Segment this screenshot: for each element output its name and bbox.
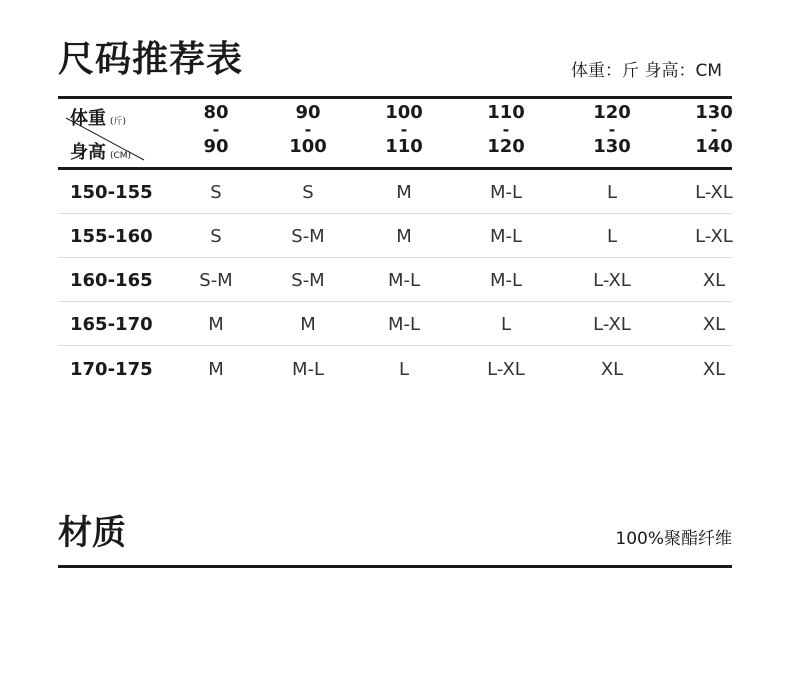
column-to: 120 <box>487 136 525 157</box>
size-cell: L-XL <box>695 226 733 247</box>
size-cell: M <box>208 359 224 380</box>
size-cell: L <box>606 226 618 247</box>
column-from: 120 <box>593 102 631 123</box>
header-bottom-rule <box>58 167 732 170</box>
material-rule <box>58 565 732 568</box>
column-from: 110 <box>487 102 525 123</box>
size-cell: S-M <box>291 226 325 247</box>
size-cell: XL <box>702 314 726 335</box>
size-cell: L-XL <box>487 359 525 380</box>
height-unit: (CM) <box>110 151 132 161</box>
row-divider <box>58 213 732 214</box>
table-top-rule <box>58 96 732 99</box>
material-title: 材质 <box>58 513 126 553</box>
weight-column-header <box>176 103 256 157</box>
column-to: 130 <box>593 136 631 157</box>
size-cell: S-M <box>199 270 233 291</box>
size-cell: XL <box>702 359 726 380</box>
row-divider <box>58 345 732 346</box>
size-cell: L-XL <box>695 182 733 203</box>
size-cell: M-L <box>489 270 523 291</box>
column-to: 140 <box>695 136 733 157</box>
size-cell: M <box>208 314 224 335</box>
size-cell: M-L <box>489 182 523 203</box>
weight-column-header <box>268 103 348 157</box>
height-label: 身高 <box>70 142 106 163</box>
size-cell: M <box>396 182 412 203</box>
column-to: 100 <box>289 136 327 157</box>
size-cell: M <box>396 226 412 247</box>
size-cell: M-L <box>387 314 421 335</box>
column-sep: - <box>400 120 408 139</box>
size-cell: XL <box>600 359 624 380</box>
column-from: 100 <box>385 102 423 123</box>
row-height-label: 155-160 <box>70 226 153 247</box>
column-sep: - <box>212 120 220 139</box>
size-cell: L <box>500 314 512 335</box>
column-sep: - <box>710 120 718 139</box>
row-height-label: 150-155 <box>70 182 153 203</box>
column-sep: - <box>608 120 616 139</box>
size-cell: M <box>300 314 316 335</box>
corner-height-label <box>70 138 131 164</box>
size-cell: L <box>398 359 410 380</box>
column-from: 90 <box>295 102 321 123</box>
size-cell: M-L <box>291 359 325 380</box>
size-cell: M-L <box>387 270 421 291</box>
size-cell: L <box>606 182 618 203</box>
column-sep: - <box>304 120 312 139</box>
weight-column-header <box>572 103 652 157</box>
size-cell: L-XL <box>593 314 631 335</box>
weight-column-header <box>364 103 444 157</box>
column-sep: - <box>502 120 510 139</box>
row-height-label: 165-170 <box>70 314 153 335</box>
weight-unit: (斤) <box>110 117 127 127</box>
size-cell: S <box>210 182 222 203</box>
column-from: 130 <box>695 102 733 123</box>
size-cell: S-M <box>291 270 325 291</box>
column-from: 80 <box>203 102 229 123</box>
weight-column-header <box>674 103 754 157</box>
size-chart-title: 尺码推荐表 <box>58 39 244 80</box>
row-divider <box>58 301 732 302</box>
corner-header-cell <box>58 100 154 166</box>
column-to: 110 <box>385 136 423 157</box>
size-cell: S <box>302 182 314 203</box>
weight-column-header <box>466 103 546 157</box>
corner-weight-label <box>70 104 126 130</box>
size-cell: L-XL <box>593 270 631 291</box>
column-to: 90 <box>203 136 229 157</box>
row-height-label: 160-165 <box>70 270 153 291</box>
row-height-label: 170-175 <box>70 359 153 380</box>
size-cell: M-L <box>489 226 523 247</box>
weight-label: 体重 <box>70 108 106 129</box>
material-value: 100%聚酯纤维 <box>615 529 732 549</box>
size-cell: XL <box>702 270 726 291</box>
unit-note: 体重：斤 身高：CM <box>571 61 722 81</box>
row-divider <box>58 257 732 258</box>
size-cell: S <box>210 226 222 247</box>
